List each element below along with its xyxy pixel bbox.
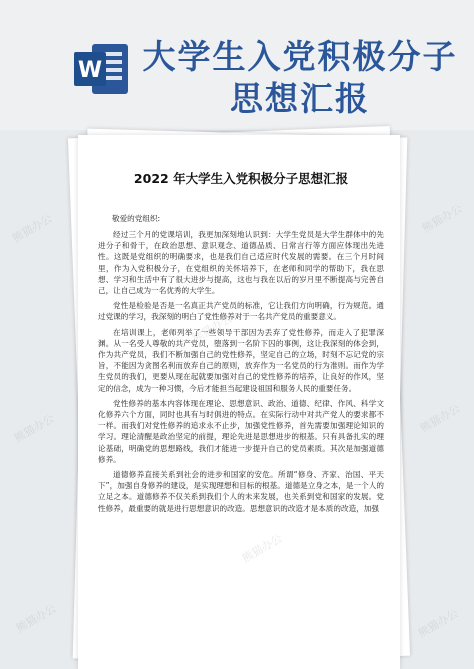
word-icon xyxy=(70,38,132,100)
watermark: 熊猫办公 xyxy=(419,201,465,236)
watermark: 熊猫办公 xyxy=(415,606,461,641)
document-title: 2022 年大学生入党积极分子思想汇报 xyxy=(133,171,349,186)
document-page xyxy=(78,135,400,669)
document-paragraph-2: 党性是检验是否是一名真正共产党员的标准，它让我们方向明确，行为规范。通过党课的学习，我深刻的明白了党性修养对于一名共产党员的重要意义。 xyxy=(98,301,384,322)
banner-title-line-1: 大学生入党积极分子 xyxy=(142,37,458,76)
document-paragraph-1: 经过三个月的党课培训，我更加深刻地认识到：大学生党员是大学生群体中的先进分子和骨干，在政治思想、意识观念、道德品质、日常言行等方面应体现出先进性。这既是党组织的明确要求，也是我们自己适应时代发展的需要。在三个月时间里，作为入党积极分子，在党组织的关怀培养下，在老师和同学的帮助下，我在思想、学习和生活中有了很大进步与提高，这也与我在以后的岁月里不断提高与完善自己，让自己成为一名优秀的大学生。 xyxy=(98,230,384,296)
banner-title-line-2: 思想汇报 xyxy=(230,79,370,118)
watermark: 熊猫办公 xyxy=(11,411,57,446)
watermark: 熊猫办公 xyxy=(417,401,463,436)
banner-title xyxy=(140,36,460,120)
document-greeting: 敬爱的党组织: xyxy=(112,214,161,223)
watermark: 熊猫办公 xyxy=(9,211,55,246)
document-paragraph-5: 道德修养直接关系到社会的进步和国家的安危。所谓“修身、齐家、治国、平天下”，加强自身修养的建设，是实现理想和目标的根基。道德是立身之本，是一个人的立足之本。道德修养不仅关系到我们个人的未来发展，也关系到党和国家的发展。党性修养，最重要的就是进行思想意识的改造。思想意识的改造才是本质的改造，加强 xyxy=(98,470,384,513)
document-paragraph-4: 党性修养的基本内容体现在理论、思想意识、政治、道德、纪律、作风、科学文化修养六个方面，同时也具有与时俱进的特点。在实际行动中对共产党人的要求都不一样。而我们对党性修养的追求永不止步，加强党性修养，首先需要加强理论知识的学习。理论清醒是政治坚定的前提，理论先进是思想进步的根基。只有具备扎实的理论基础，明确党的思想路线，我们才能进一步提升自己的党员素质。其次是加强道德修养。 xyxy=(98,398,384,464)
document-paragraph-3: 在培训课上，老师列举了一些领导干部因为丢弃了党性修养，而走入了犯罪深渊。从一名受人尊敬的共产党员，堕落到一名阶下囚的事例，这让我深刻的体会到，作为共产党员，我们不断加强自己的党性修养，坚定自己的立场，时刻不忘记党的宗旨，不能因为贪图名利而放弃自己的原则，放弃作为一名党员的行为准则。而作为学生党员的我们，更要从现在起就要加强对自己的党性修养的培养，让良好的作风，坚定的信念，成为一种习惯，今后才能担当起建设祖国和服务人民的重要任务。 xyxy=(98,327,384,393)
banner xyxy=(0,0,474,130)
word-icon-letter: W xyxy=(77,58,103,83)
watermark: 熊猫办公 xyxy=(13,601,59,636)
